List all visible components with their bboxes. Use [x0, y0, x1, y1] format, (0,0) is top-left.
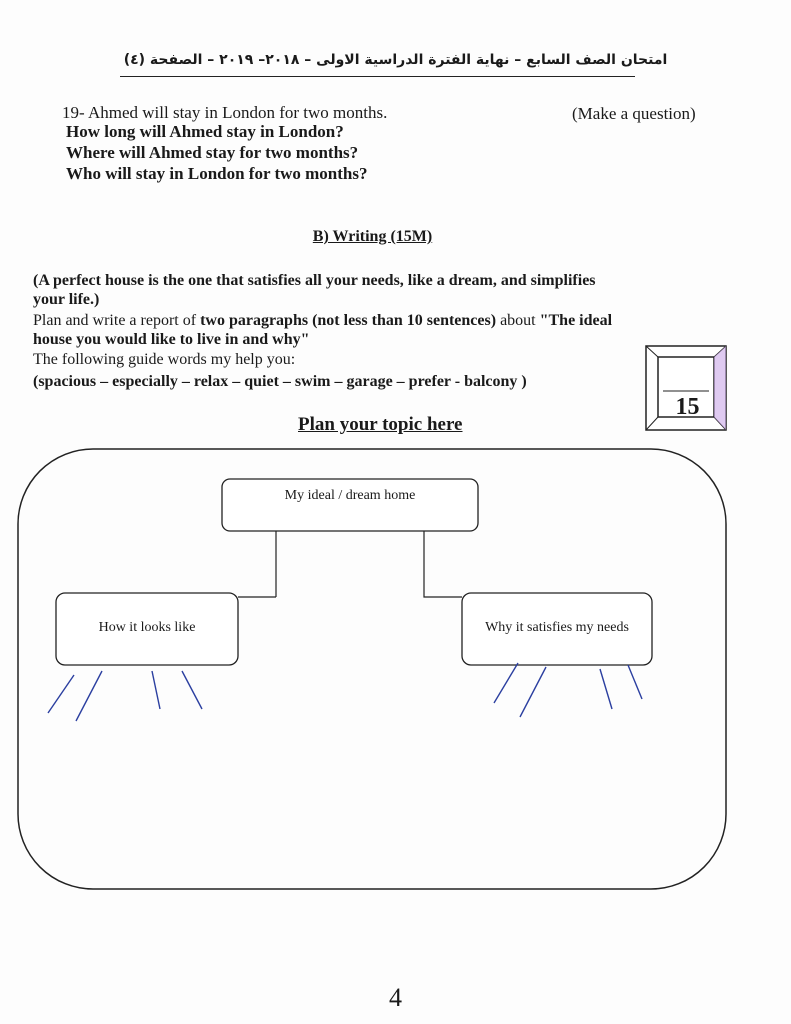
- guide-intro: The following guide words my help you:: [33, 351, 296, 368]
- right-connector: [424, 531, 462, 597]
- score-value: 15: [675, 394, 700, 420]
- task-text-b: two paragraphs (not less than 10 sentences): [200, 312, 497, 329]
- exam-header: امتحان الصف السابع – نهاية الفترة الدراسية الاولى – ٢٠١٨– ٢٠١٩ – الصفحة (٤): [123, 52, 668, 68]
- left-node-label: How it looks like: [98, 620, 196, 635]
- intro-line-1: (A perfect house is the one that satisfies all your needs, like a dream, and simplifies: [33, 272, 596, 289]
- question-prompt: 19- Ahmed will stay in London for two months.: [62, 103, 388, 122]
- task-text-c: about: [496, 312, 540, 329]
- header-underline: [120, 76, 635, 77]
- answer-3: Who will stay in London for two months?: [66, 164, 368, 183]
- task-text-a: Plan and write a report of: [33, 312, 201, 329]
- answer-2: Where will Ahmed stay for two months?: [66, 143, 359, 162]
- task-text-d: "The ideal: [539, 312, 613, 329]
- left-pen-strokes: [48, 671, 202, 721]
- guide-words: (spacious – especially – relax – quiet – swim – garage – prefer - balcony ): [33, 373, 527, 390]
- section-title: B) Writing (15M): [312, 228, 433, 245]
- answer-1: How long will Ahmed stay in London?: [66, 122, 344, 141]
- center-node-box: [222, 479, 478, 531]
- page-number: 4: [389, 983, 402, 1012]
- plan-title: Plan your topic here: [298, 414, 463, 435]
- center-node-label: My ideal / dream home: [284, 488, 416, 503]
- task-line-1: [33, 311, 713, 330]
- task-line-2: house you would like to live in and why": [33, 331, 310, 348]
- intro-line-2: your life.): [33, 291, 100, 308]
- right-pen-strokes: [494, 663, 642, 717]
- right-node-label: Why it satisfies my needs: [485, 620, 629, 635]
- plan-diagram: [14, 445, 734, 895]
- question-instruction: (Make a question): [572, 104, 696, 123]
